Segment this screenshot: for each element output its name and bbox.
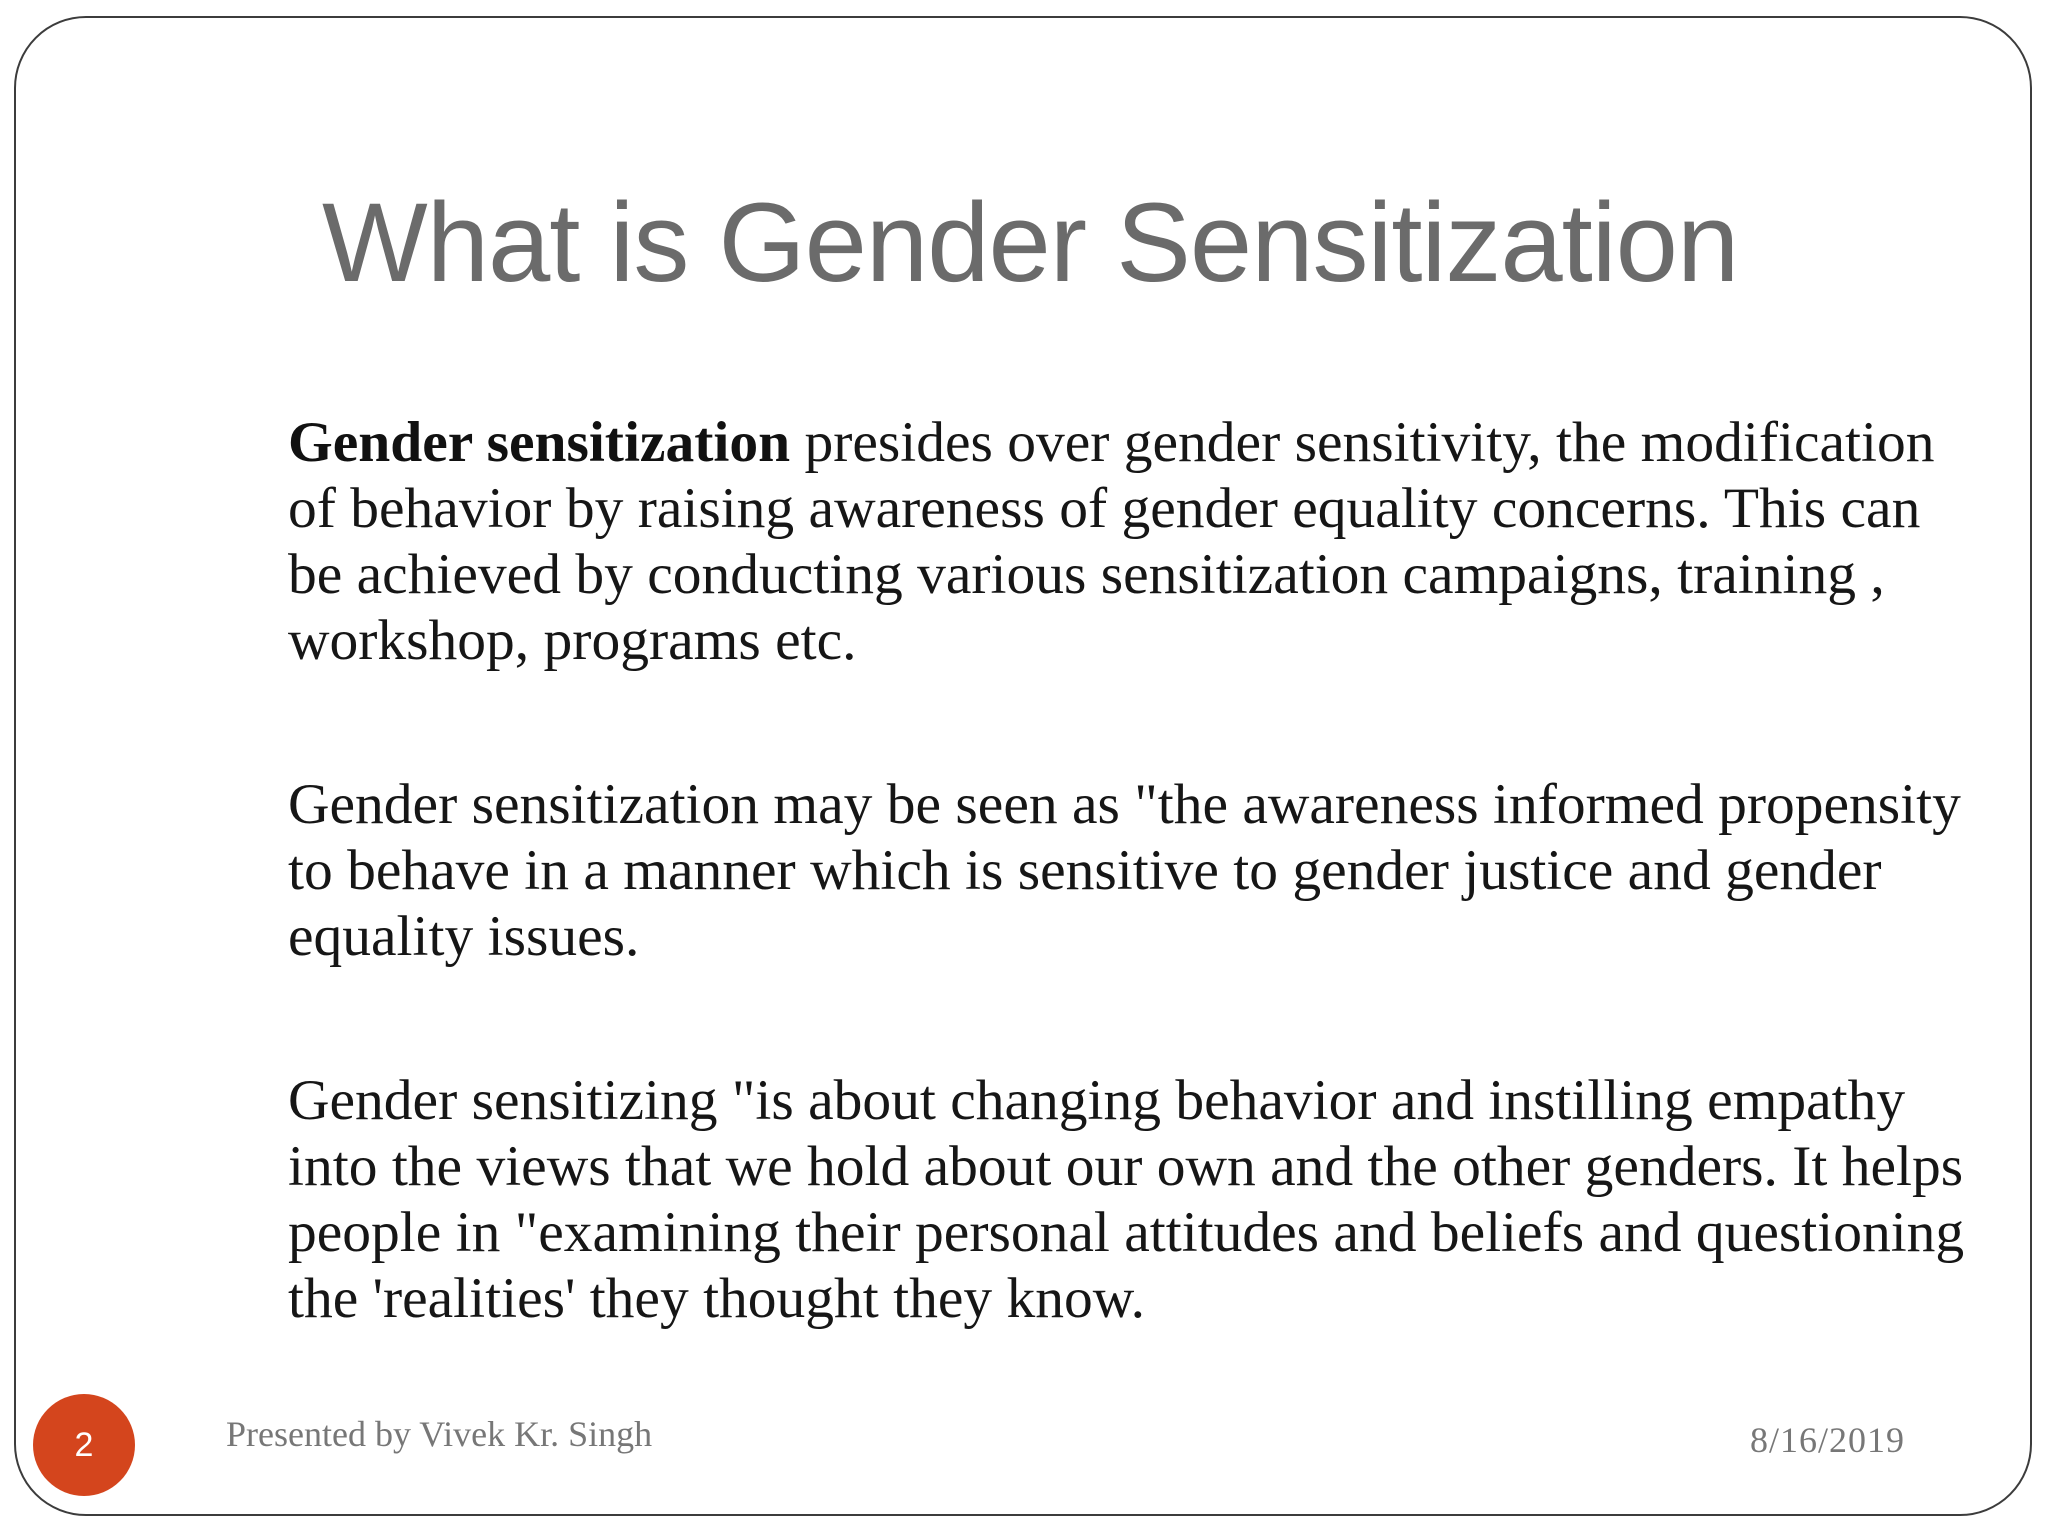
paragraph-awareness-text: Gender sensitization may be seen as "the awareness informed propensity to behave in a manner which is sensitive to gender justice and gender equality issues. bbox=[288, 773, 1961, 968]
paragraph-awareness bbox=[288, 772, 1988, 970]
slide-number-badge: 2 bbox=[33, 1394, 135, 1496]
paragraph-definition bbox=[288, 410, 1988, 674]
footer-presenter: Presented by Vivek Kr. Singh bbox=[226, 1414, 653, 1454]
footer-date: 8/16/2019 bbox=[1750, 1420, 1906, 1460]
paragraph-empathy bbox=[288, 1068, 1988, 1332]
slide-title: What is Gender Sensitization bbox=[322, 180, 1739, 305]
slide-body bbox=[288, 410, 1988, 1430]
paragraph-definition-text: presides over gender sensitivity, the modification of behavior by raising awareness of gender equality concerns. This can be achieved by conducting various sensitization campaigns, training , workshop, programs etc. bbox=[288, 411, 1935, 672]
paragraph-definition-bold-lead: Gender sensitization bbox=[288, 411, 791, 474]
paragraph-empathy-text: Gender sensitizing "is about changing behavior and instilling empathy into the views that we hold about our own and the other genders. It helps people in "examining their personal attitudes and beliefs and questioning the 'realities' they thought they know. bbox=[288, 1069, 1965, 1330]
